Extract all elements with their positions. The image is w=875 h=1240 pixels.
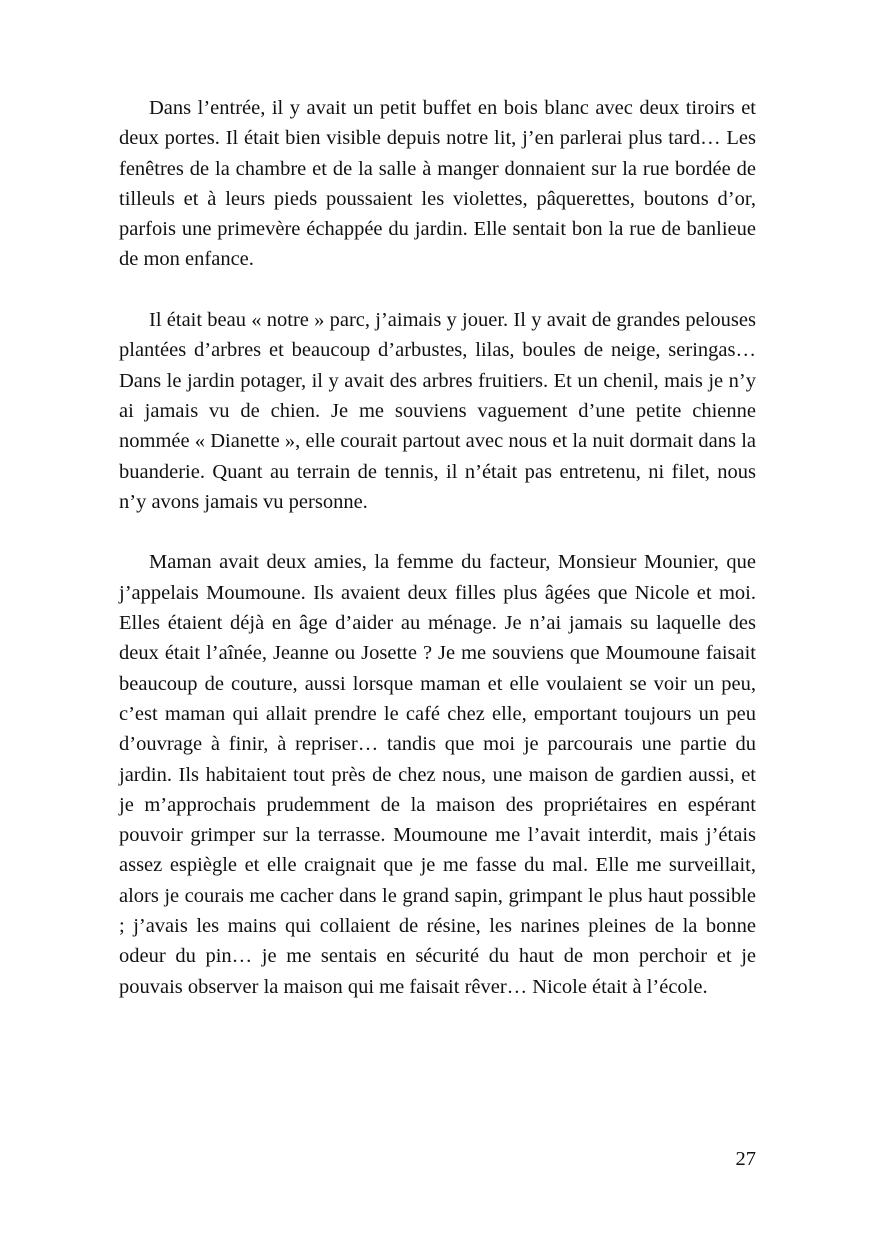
paragraph-maman: Maman avait deux amies, la femme du facteur, Monsieur Mounier, que j’appelais Moumoune. Ils avaient deux filles plus âgées que Nicole et moi. Elles étaient déjà en âge d’aider au ménage. Je n’ai jamais su laquelle des deux était l’aînée, Jeanne ou Josette ? Je me souviens que Moumoune faisait beaucoup de couture, aussi lorsque maman et elle voulaient se voir un peu, c’est maman qui allait prendre le café chez elle, emportant toujours un peu d’ouvrage à finir, à repriser… tandis que moi je parcourais une partie du jardin. Ils habitaient tout près de chez nous, une maison de gardien aussi, et je m’approchais prudemment de la maison des propriétaires en espérant pouvoir grimper sur la terrasse. Moumoune me l’avait interdit, mais j’étais assez espiègle et elle craignait que je me fasse du mal. Elle me surveillait, alors je courais me cacher dans le grand sapin, grimpant le plus haut possible ; j’avais les mains qui collaient de résine, les narines pleines de la bonne odeur du pin… je me sentais en sécurité du haut de mon perchoir et je pouvais observer la maison qui me faisait rêver… Nicole était à l’école. <box>119 551 756 998</box>
paragraph-parc: Il était beau « notre » parc, j’aimais y jouer. Il y avait de grandes pelouses plantées d’arbres et beaucoup d’arbustes, lilas, boules de neige, seringas… Dans le jardin potager, il y avait des arbres fruitiers. Et un chenil, mais je n’y ai jamais vu de chien. Je me souviens vaguement d’une petite chienne nommée « Dianette », elle courait partout avec nous et la nuit dormait dans la buanderie. Quant au terrain de tennis, il n’était pas entretenu, ni filet, nous n’y avons jamais vu personne. <box>119 309 756 513</box>
page-body <box>119 93 756 1002</box>
page-number: 27 <box>735 1148 756 1170</box>
paragraph-entree: Dans l’entrée, il y avait un petit buffet en bois blanc avec deux tiroirs et deux portes. Il était bien visible depuis notre lit, j’en parlerai plus tard… Les fenêtres de la chambre et de la salle à manger donnaient sur la rue bordée de tilleuls et à leurs pieds poussaient les violettes, pâquerettes, boutons d’or, parfois une primevère échappée du jardin. Elle sentait bon la rue de banlieue de mon enfance. <box>119 97 756 271</box>
